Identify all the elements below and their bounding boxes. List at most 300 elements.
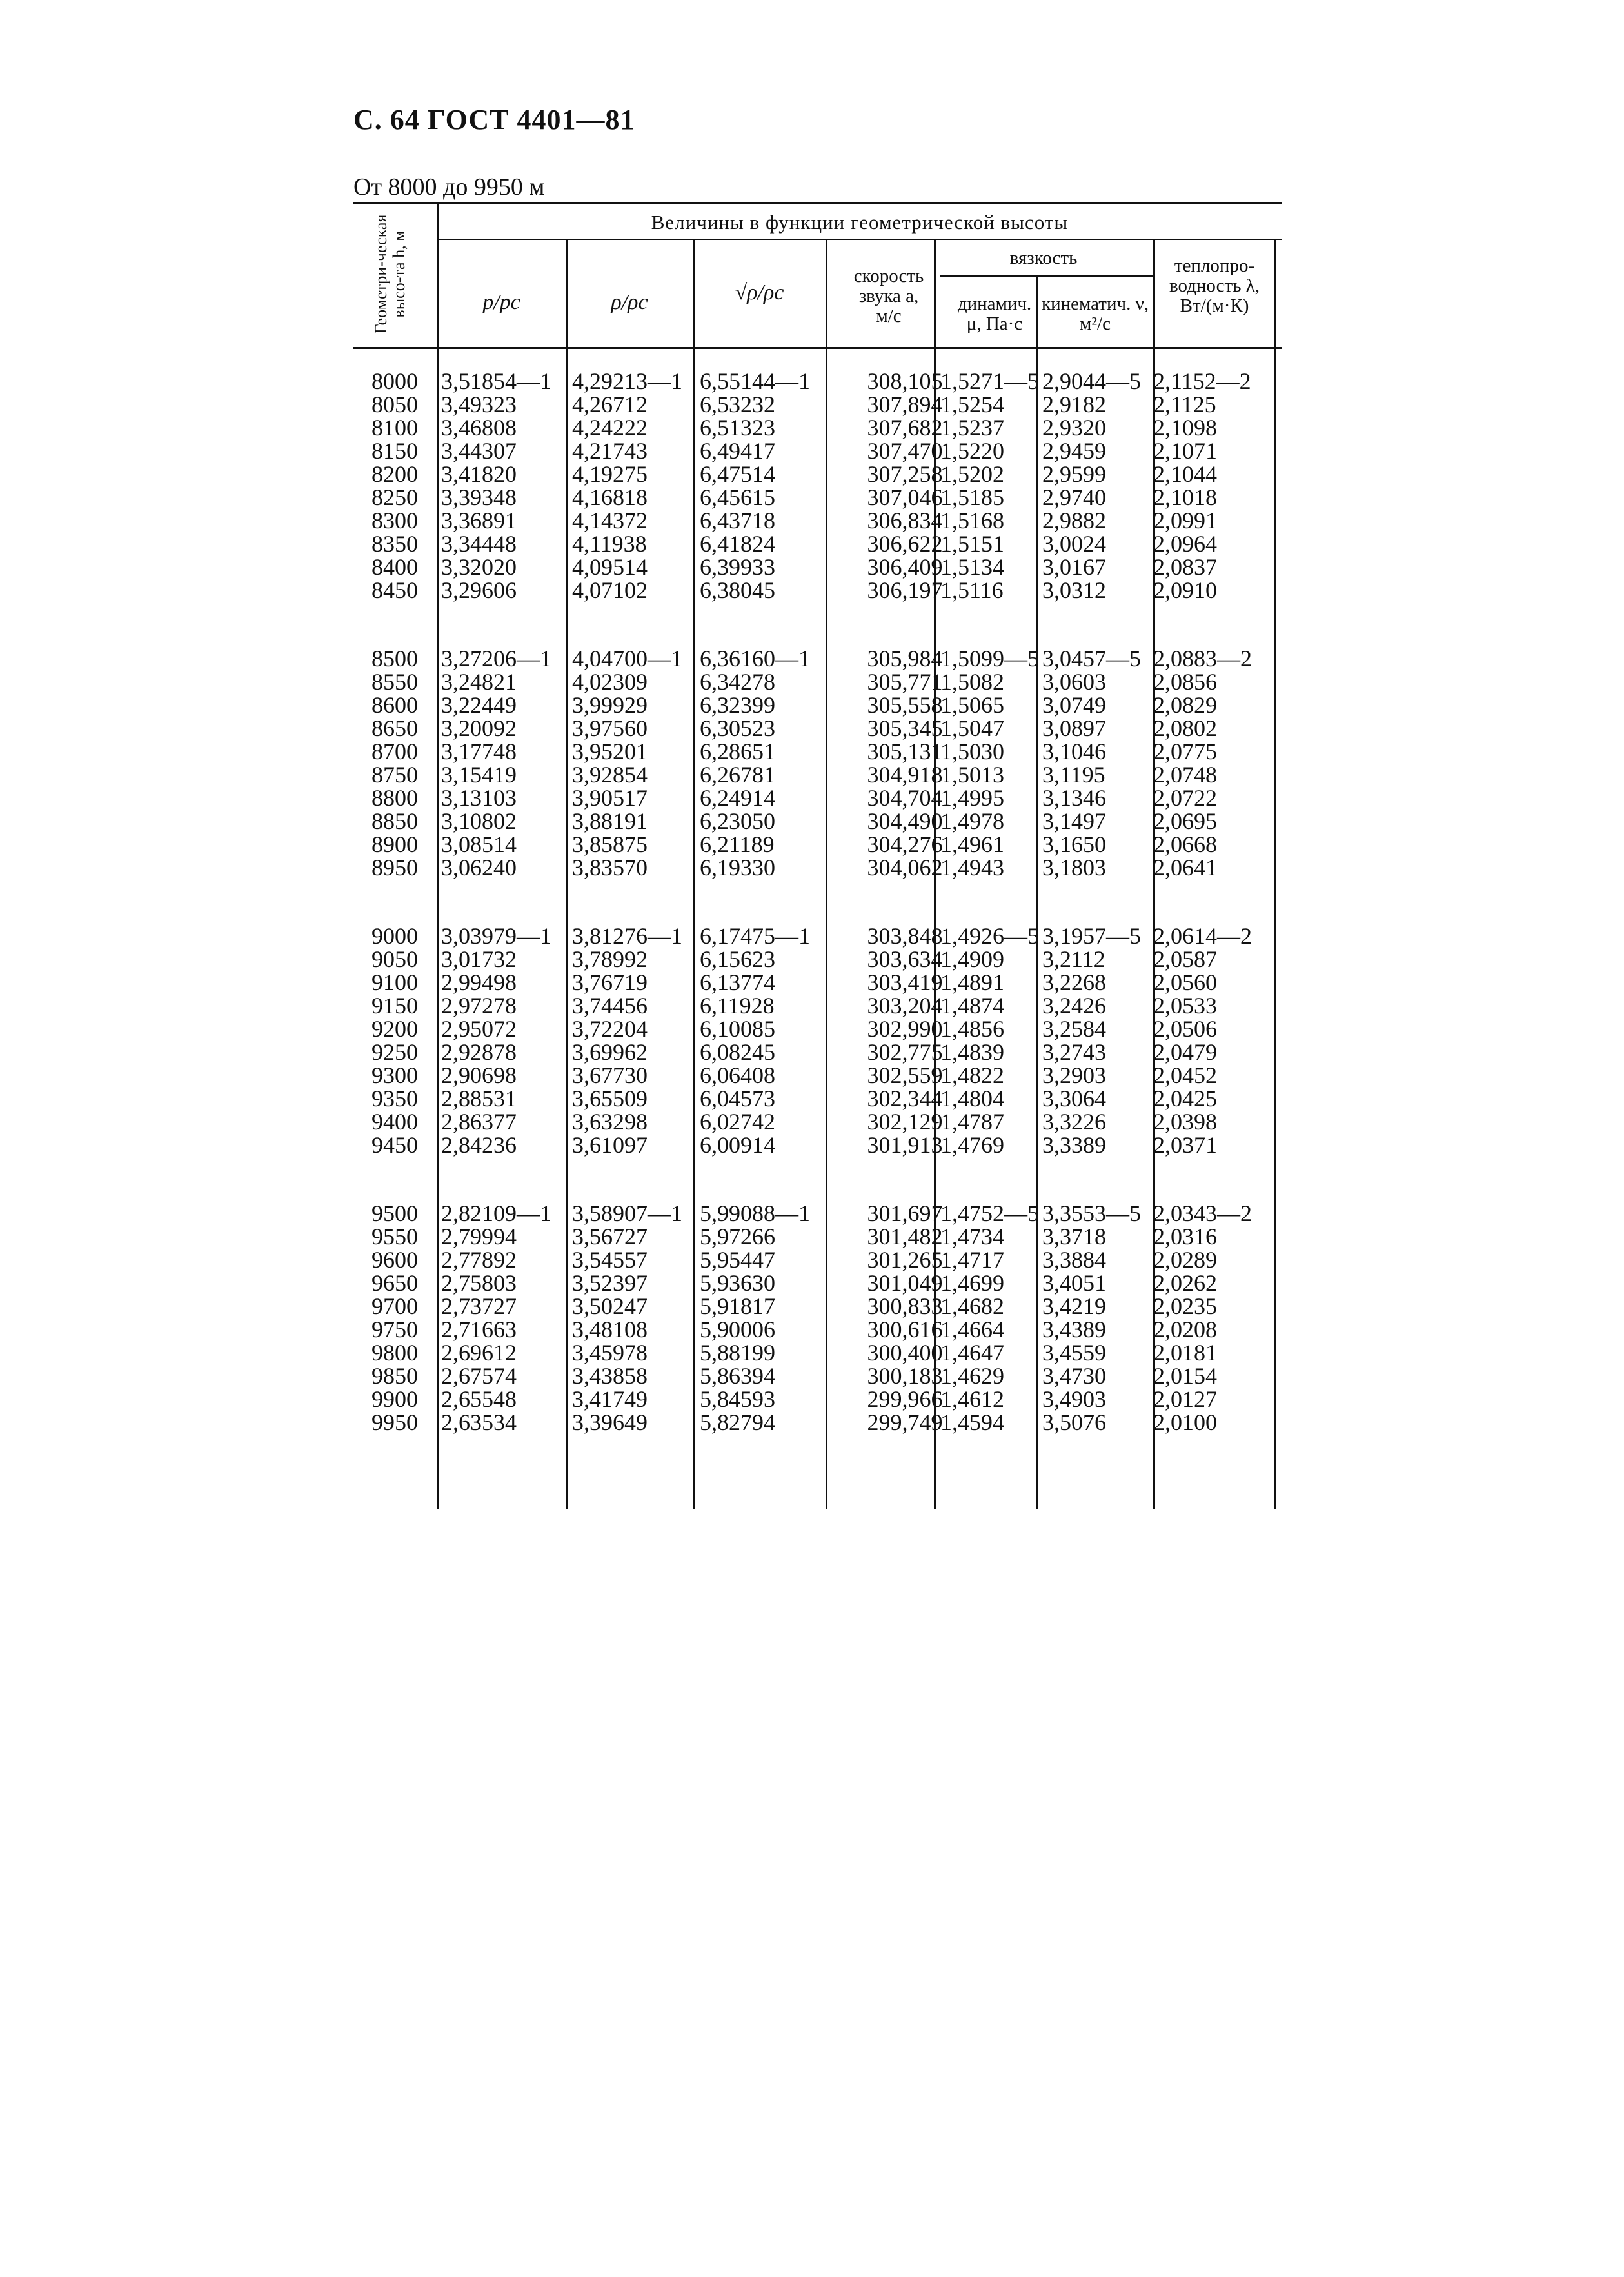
table-cell: 3,3553—5: [1042, 1200, 1141, 1226]
table-cell: 6,28651: [700, 739, 775, 764]
table-cell: 5,86394: [700, 1363, 775, 1389]
table-cell: 2,1071: [1153, 438, 1217, 464]
table-cell: 9100: [371, 969, 418, 995]
table-cell: 2,0452: [1153, 1062, 1217, 1088]
row-group: [572, 1202, 682, 1434]
table-cell: 2,1098: [1153, 415, 1217, 441]
table-cell: 307,894: [867, 392, 943, 417]
table-cell: 3,15419: [441, 762, 517, 788]
table-cell: 1,5254: [940, 392, 1004, 417]
table-cell: 8150: [371, 438, 418, 464]
table-cell: 3,0167: [1042, 554, 1106, 580]
table-cell: 3,76719: [572, 969, 648, 995]
page-header: С. 64 ГОСТ 4401—81: [353, 104, 635, 135]
table-cell: 8000: [371, 368, 418, 394]
table-cell: 1,4612: [940, 1386, 1004, 1412]
table-cell: 3,63298: [572, 1109, 648, 1135]
table-cell: 3,1346: [1042, 785, 1106, 811]
table-cell: 306,622: [867, 531, 943, 557]
table-cell: 3,3226: [1042, 1109, 1106, 1135]
table-cell: 1,4629: [940, 1363, 1004, 1389]
table-cell: 2,1125: [1153, 392, 1216, 417]
conductivity-header: теплопро-водность λ, Вт/(м·К): [1169, 255, 1260, 316]
table-cell: 6,23050: [700, 808, 775, 834]
table-cell: 3,81276—1: [572, 923, 682, 949]
table-cell: 3,2426: [1042, 993, 1106, 1019]
table-cell: 2,99498: [441, 969, 517, 995]
table-cell: 2,0208: [1153, 1317, 1217, 1342]
table-cell: 3,4559: [1042, 1340, 1106, 1366]
table-cell: 2,0425: [1153, 1086, 1217, 1111]
table-cell: 305,345: [867, 715, 943, 741]
table-cell: 8450: [371, 577, 418, 603]
row-group: [371, 370, 442, 602]
table-cell: 8400: [371, 554, 418, 580]
table-cell: 2,0856: [1153, 669, 1217, 695]
table-cell: 2,0506: [1153, 1016, 1217, 1042]
kin-viscosity-column: [1042, 370, 1141, 1479]
table-cell: 2,9882: [1042, 508, 1106, 533]
table-cell: 3,10802: [441, 808, 517, 834]
table-cell: 2,0722: [1153, 785, 1217, 811]
row-group: [700, 924, 810, 1157]
table-cell: 6,11928: [700, 993, 775, 1019]
table-cell: 2,86377: [441, 1109, 517, 1135]
table-cell: 3,06240: [441, 855, 517, 880]
table-cell: 5,97266: [700, 1224, 775, 1249]
row-group: [700, 647, 810, 879]
table-cell: 2,0262: [1153, 1270, 1217, 1296]
col-divider: [1274, 239, 1276, 1509]
table-cell: 305,771: [867, 669, 943, 695]
table-cell: 4,16818: [572, 484, 648, 510]
row-group: [700, 370, 810, 602]
table-cell: 3,90517: [572, 785, 648, 811]
table-cell: 2,9182: [1042, 392, 1106, 417]
table-cell: 300,183: [867, 1363, 943, 1389]
table-cell: 307,470: [867, 438, 943, 464]
table-cell: 1,4839: [940, 1039, 1004, 1065]
table-cell: 3,3064: [1042, 1086, 1106, 1111]
header-group-rule: [437, 239, 1282, 240]
table-cell: 6,47514: [700, 461, 775, 487]
table-cell: 4,26712: [572, 392, 648, 417]
table-cell: 2,9044—5: [1042, 368, 1141, 394]
altitude-header: Геометри-ческая высо-та h, м: [371, 214, 408, 334]
table-cell: 2,0695: [1153, 808, 1217, 834]
table-cell: 2,0479: [1153, 1039, 1217, 1065]
row-group: [1042, 924, 1141, 1157]
table-cell: 3,56727: [572, 1224, 648, 1249]
table-cell: 3,22449: [441, 692, 517, 718]
table-cell: 1,5030: [940, 739, 1004, 764]
table-cell: 1,4926—5: [940, 923, 1039, 949]
table-cell: 2,88531: [441, 1086, 517, 1111]
table-cell: 8850: [371, 808, 418, 834]
table-cell: 6,49417: [700, 438, 775, 464]
col-divider: [693, 239, 695, 1509]
table-cell: 3,3389: [1042, 1132, 1106, 1158]
table-cell: 3,52397: [572, 1270, 648, 1296]
table-cell: 4,09514: [572, 554, 648, 580]
table-cell: 3,1650: [1042, 831, 1106, 857]
table-cell: 3,2903: [1042, 1062, 1106, 1088]
row-group: [371, 924, 442, 1157]
table-cell: 1,4891: [940, 969, 1004, 995]
table-cell: 3,24821: [441, 669, 517, 695]
table-cell: 1,5185: [940, 484, 1004, 510]
table-cell: 9450: [371, 1132, 418, 1158]
table-cell: 2,92878: [441, 1039, 517, 1065]
table-cell: 307,682: [867, 415, 943, 441]
row-group: [1153, 370, 1252, 602]
table-cell: 299,749: [867, 1409, 943, 1435]
table-cell: 3,4051: [1042, 1270, 1106, 1296]
table-cell: 303,848: [867, 923, 943, 949]
table-cell: 3,0603: [1042, 669, 1106, 695]
table-cell: 9200: [371, 1016, 418, 1042]
col-divider: [566, 239, 568, 1509]
row-group: [700, 1202, 810, 1434]
table-cell: 9300: [371, 1062, 418, 1088]
table-cell: 1,4874: [940, 993, 1004, 1019]
table-cell: 6,21189: [700, 831, 775, 857]
table-cell: 304,276: [867, 831, 943, 857]
table-cell: 9800: [371, 1340, 418, 1366]
table-cell: 3,17748: [441, 739, 517, 764]
table-cell: 3,1046: [1042, 739, 1106, 764]
dyn-viscosity-column: [940, 370, 1039, 1479]
table-cell: 9050: [371, 946, 418, 972]
table-top-rule: [353, 202, 1282, 204]
table-cell: 8300: [371, 508, 418, 533]
table-cell: 2,0910: [1153, 577, 1217, 603]
table-cell: 3,27206—1: [441, 646, 551, 671]
table-cell: 301,482: [867, 1224, 943, 1249]
table-cell: 3,08514: [441, 831, 517, 857]
table-cell: 2,97278: [441, 993, 517, 1019]
dyn-viscosity-header: динамич. μ, Па·с: [957, 293, 1032, 334]
table-cell: 2,0181: [1153, 1340, 1217, 1366]
table-cell: 6,06408: [700, 1062, 775, 1088]
table-cell: 8650: [371, 715, 418, 741]
row-group: [572, 924, 682, 1157]
table-cell: 301,265: [867, 1247, 943, 1273]
table-cell: 304,918: [867, 762, 943, 788]
header-bottom-rule: [353, 347, 1282, 349]
table-cell: 3,01732: [441, 946, 517, 972]
table-cell: 302,990: [867, 1016, 943, 1042]
table-cell: 6,39933: [700, 554, 775, 580]
table-cell: 3,41820: [441, 461, 517, 487]
table-cell: 1,5134: [940, 554, 1004, 580]
table-cell: 2,0883—2: [1153, 646, 1252, 671]
table-cell: 1,5116: [940, 577, 1004, 603]
table-cell: 3,72204: [572, 1016, 648, 1042]
table-cell: 307,046: [867, 484, 943, 510]
table-cell: 4,21743: [572, 438, 648, 464]
table-cell: 1,4943: [940, 855, 1004, 880]
table-cell: 6,43718: [700, 508, 775, 533]
table-cell: 6,34278: [700, 669, 775, 695]
table-cell: 299,966: [867, 1386, 943, 1412]
table-cell: 1,4647: [940, 1340, 1004, 1366]
table-cell: 1,4752—5: [940, 1200, 1039, 1226]
table-cell: 2,0829: [1153, 692, 1217, 718]
table-cell: 2,77892: [441, 1247, 517, 1273]
table-cell: 1,4769: [940, 1132, 1004, 1158]
table-cell: 4,19275: [572, 461, 648, 487]
table-cell: 1,4961: [940, 831, 1004, 857]
table-cell: 3,29606: [441, 577, 517, 603]
kin-viscosity-header: кинематич. ν, м²/с: [1042, 293, 1149, 334]
table-cell: 2,0289: [1153, 1247, 1217, 1273]
table-cell: 1,5082: [940, 669, 1004, 695]
table-cell: 9250: [371, 1039, 418, 1065]
row-group: [572, 647, 682, 879]
table-cell: 1,4909: [940, 946, 1004, 972]
table-cell: 9000: [371, 923, 418, 949]
table-cell: 1,5013: [940, 762, 1004, 788]
table-cell: 2,0587: [1153, 946, 1217, 972]
table-cell: 2,0398: [1153, 1109, 1217, 1135]
row-group: [371, 647, 442, 879]
row-group: [1042, 1202, 1141, 1434]
table-cell: 300,616: [867, 1317, 943, 1342]
table-cell: 3,83570: [572, 855, 648, 880]
table-cell: 8200: [371, 461, 418, 487]
table-cell: 8800: [371, 785, 418, 811]
row-group: [441, 1202, 551, 1434]
table-cell: 2,0127: [1153, 1386, 1217, 1412]
table-cell: 2,0560: [1153, 969, 1217, 995]
table-cell: 6,24914: [700, 785, 775, 811]
table-cell: 305,131: [867, 739, 943, 764]
row-group: [1153, 1202, 1252, 1434]
table-cell: 3,0312: [1042, 577, 1106, 603]
table-cell: 3,39649: [572, 1409, 648, 1435]
table-cell: 3,67730: [572, 1062, 648, 1088]
table-cell: 2,0775: [1153, 739, 1217, 764]
table-cell: 4,04700—1: [572, 646, 682, 671]
table-cell: 4,02309: [572, 669, 648, 695]
table-cell: 1,5220: [940, 438, 1004, 464]
table-cell: 3,41749: [572, 1386, 648, 1412]
table-cell: 2,0316: [1153, 1224, 1217, 1249]
table-cell: 6,08245: [700, 1039, 775, 1065]
table-cell: 3,1957—5: [1042, 923, 1141, 949]
table-cell: 4,11938: [572, 531, 647, 557]
table-cell: 5,99088—1: [700, 1200, 810, 1226]
table-cell: 2,0641: [1153, 855, 1217, 880]
table-cell: 302,775: [867, 1039, 943, 1065]
table-cell: 2,63534: [441, 1409, 517, 1435]
table-cell: 1,4978: [940, 808, 1004, 834]
table-cell: 2,0964: [1153, 531, 1217, 557]
table-cell: 3,1803: [1042, 855, 1106, 880]
table-cell: 1,4664: [940, 1317, 1004, 1342]
table-cell: 8500: [371, 646, 418, 671]
table-cell: 3,54557: [572, 1247, 648, 1273]
table-cell: 1,4995: [940, 785, 1004, 811]
table-cell: 3,32020: [441, 554, 517, 580]
table-cell: 9900: [371, 1386, 418, 1412]
table-cell: 303,634: [867, 946, 943, 972]
table-cell: 2,9459: [1042, 438, 1106, 464]
table-cell: 9750: [371, 1317, 418, 1342]
table-cell: 3,4730: [1042, 1363, 1106, 1389]
table-cell: 2,75803: [441, 1270, 517, 1296]
table-cell: 2,69612: [441, 1340, 517, 1366]
table-cell: 9700: [371, 1293, 418, 1319]
table-cell: 8950: [371, 855, 418, 880]
table-cell: 6,13774: [700, 969, 775, 995]
row-group: [940, 370, 1039, 602]
table-cell: 3,48108: [572, 1317, 648, 1342]
row-group: [572, 370, 682, 602]
table-cell: 2,1018: [1153, 484, 1217, 510]
table-cell: 9850: [371, 1363, 418, 1389]
table-cell: 6,36160—1: [700, 646, 810, 671]
col-divider: [826, 239, 827, 1509]
table-cell: 3,0457—5: [1042, 646, 1141, 671]
table-cell: 302,129: [867, 1109, 943, 1135]
table-cell: 3,13103: [441, 785, 517, 811]
row-group: [441, 924, 551, 1157]
table-cell: 6,51323: [700, 415, 775, 441]
table-cell: 3,2743: [1042, 1039, 1106, 1065]
table-cell: 2,73727: [441, 1293, 517, 1319]
table-cell: 3,50247: [572, 1293, 648, 1319]
table-cell: 3,69962: [572, 1039, 648, 1065]
table-cell: 2,0343—2: [1153, 1200, 1252, 1226]
table-cell: 6,10085: [700, 1016, 775, 1042]
table-cell: 2,0533: [1153, 993, 1217, 1019]
table-cell: 3,2112: [1042, 946, 1105, 972]
table-cell: 3,46808: [441, 415, 517, 441]
atmosphere-table: [353, 202, 1289, 1509]
row-group: [441, 370, 551, 602]
table-cell: 2,0748: [1153, 762, 1217, 788]
table-cell: 301,697: [867, 1200, 943, 1226]
table-cell: 3,3718: [1042, 1224, 1106, 1249]
row-group: [371, 1202, 442, 1434]
table-cell: 304,062: [867, 855, 943, 880]
table-cell: 6,32399: [700, 692, 775, 718]
table-cell: 301,049: [867, 1270, 943, 1296]
table-cell: 6,17475—1: [700, 923, 810, 949]
table-cell: 3,58907—1: [572, 1200, 682, 1226]
table-cell: 3,51854—1: [441, 368, 551, 394]
table-cell: 9400: [371, 1109, 418, 1135]
table-cell: 1,5099—5: [940, 646, 1039, 671]
table-cell: 1,5151: [940, 531, 1004, 557]
table-cell: 3,4389: [1042, 1317, 1106, 1342]
table-cell: 2,0614—2: [1153, 923, 1252, 949]
table-cell: 1,4804: [940, 1086, 1004, 1111]
table-cell: 8750: [371, 762, 418, 788]
table-cell: 3,5076: [1042, 1409, 1106, 1435]
table-cell: 5,82794: [700, 1409, 775, 1435]
table-cell: 8550: [371, 669, 418, 695]
table-cell: 1,5271—5: [940, 368, 1039, 394]
table-cell: 300,400: [867, 1340, 943, 1366]
sqrt-header: √ρ/ρс: [735, 281, 784, 304]
table-cell: 1,5202: [940, 461, 1004, 487]
table-cell: 2,95072: [441, 1016, 517, 1042]
table-cell: 1,4856: [940, 1016, 1004, 1042]
table-cell: 304,704: [867, 785, 943, 811]
table-cell: 5,90006: [700, 1317, 775, 1342]
viscosity-rule: [940, 275, 1153, 277]
table-cell: 9600: [371, 1247, 418, 1273]
sound-speed-header: скорость звука a, м/с: [853, 266, 924, 326]
viscosity-header: вязкость: [1009, 248, 1078, 268]
table-cell: 6,45615: [700, 484, 775, 510]
row-group: [441, 647, 551, 879]
table-cell: 1,4699: [940, 1270, 1004, 1296]
table-cell: 6,55144—1: [700, 368, 810, 394]
table-cell: 3,45978: [572, 1340, 648, 1366]
table-cell: 3,4903: [1042, 1386, 1106, 1412]
sqrt-column: [700, 370, 810, 1479]
table-cell: 9650: [371, 1270, 418, 1296]
row-group: [940, 924, 1039, 1157]
table-cell: 303,419: [867, 969, 943, 995]
row-group: [1153, 647, 1252, 879]
table-cell: 3,85875: [572, 831, 648, 857]
table-cell: 3,2584: [1042, 1016, 1106, 1042]
table-cell: 1,4717: [940, 1247, 1004, 1273]
table-cell: 6,04573: [700, 1086, 775, 1111]
table-cell: 6,41824: [700, 531, 775, 557]
table-cell: 2,9320: [1042, 415, 1106, 441]
table-cell: 3,43858: [572, 1363, 648, 1389]
table-cell: 6,30523: [700, 715, 775, 741]
table-cell: 1,4822: [940, 1062, 1004, 1088]
row-group: [1042, 647, 1141, 879]
table-cell: 3,34448: [441, 531, 517, 557]
table-cell: 300,833: [867, 1293, 943, 1319]
table-cell: 302,559: [867, 1062, 943, 1088]
table-cell: 9950: [371, 1409, 418, 1435]
table-cell: 2,0802: [1153, 715, 1217, 741]
table-cell: 3,1195: [1042, 762, 1105, 788]
table-cell: 3,0024: [1042, 531, 1106, 557]
table-cell: 3,49323: [441, 392, 517, 417]
table-cell: 4,14372: [572, 508, 648, 533]
table-cell: 1,4682: [940, 1293, 1004, 1319]
range-caption: От 8000 до 9950 м: [353, 174, 545, 201]
table-cell: 2,71663: [441, 1317, 517, 1342]
table-cell: 306,197: [867, 577, 943, 603]
table-cell: 6,19330: [700, 855, 775, 880]
table-cell: 304,490: [867, 808, 943, 834]
table-cell: 3,92854: [572, 762, 648, 788]
table-cell: 302,344: [867, 1086, 943, 1111]
table-cell: 6,26781: [700, 762, 775, 788]
table-cell: 2,0154: [1153, 1363, 1217, 1389]
table-cell: 3,20092: [441, 715, 517, 741]
table-cell: 2,1044: [1153, 461, 1217, 487]
table-cell: 4,29213—1: [572, 368, 682, 394]
table-cell: 3,3884: [1042, 1247, 1106, 1273]
table-cell: 8250: [371, 484, 418, 510]
rho-column: [572, 370, 682, 1479]
table-cell: 9500: [371, 1200, 418, 1226]
row-group: [1042, 370, 1141, 602]
p-header: p/pс: [482, 290, 520, 314]
